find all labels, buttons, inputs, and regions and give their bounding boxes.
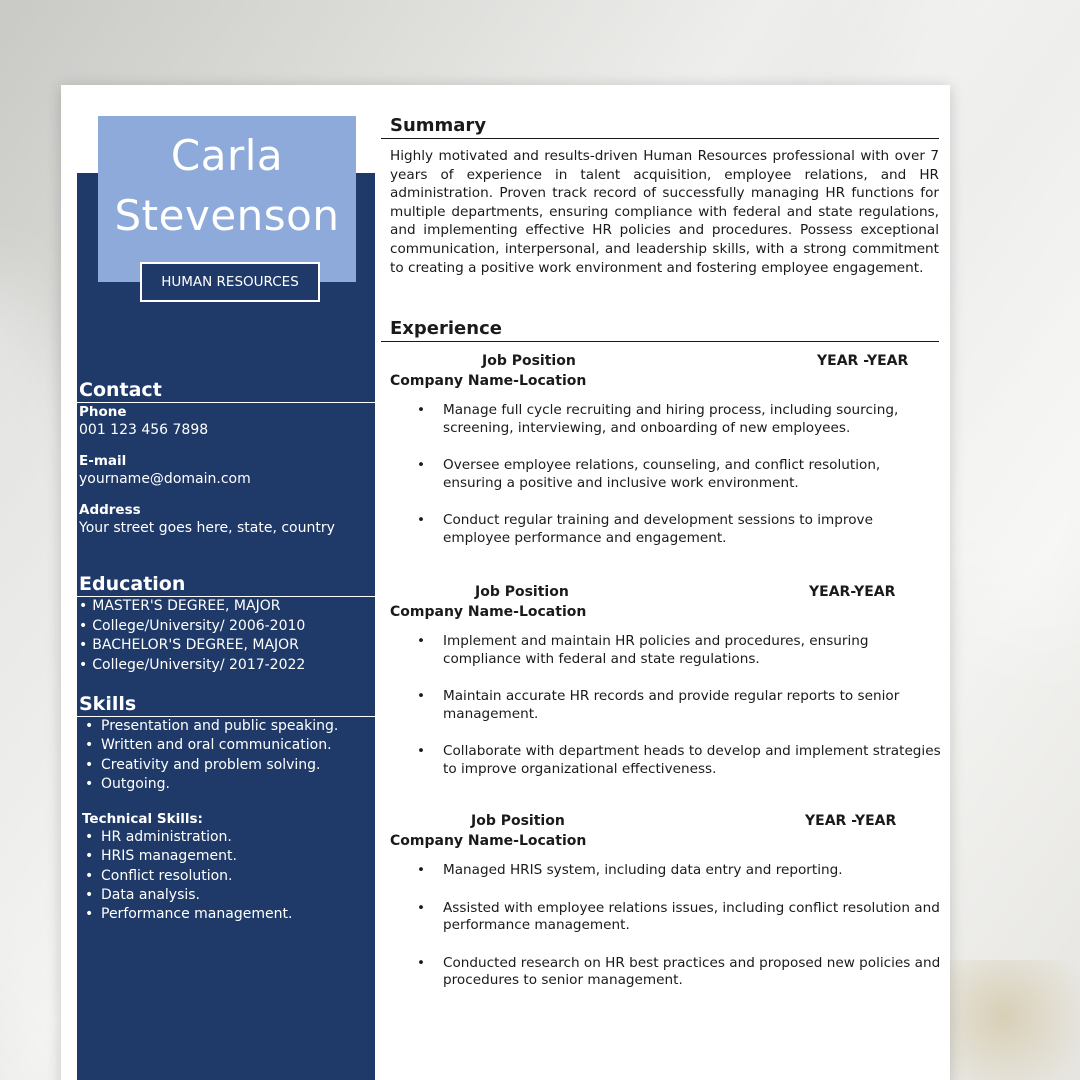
job-bullet: • Conduct regular training and development sessions to improve employee performance and engagement. xyxy=(381,512,941,547)
email-label: E-mail xyxy=(79,453,127,469)
name-box xyxy=(98,116,356,282)
skill-item: • Creativity and problem solving. xyxy=(85,756,375,775)
skill-item: • Outgoing. xyxy=(85,775,375,794)
technical-skill-item: • Conflict resolution. xyxy=(85,867,375,886)
education-item: • MASTER'S DEGREE, MAJOR xyxy=(79,597,375,617)
job-bullet: • Collaborate with department heads to develop and implement strategies to improve organizational effectiveness. xyxy=(381,743,941,778)
technical-skill-item: • HR administration. xyxy=(85,828,375,847)
education-section xyxy=(77,573,375,675)
job-years: YEAR-YEAR xyxy=(809,584,896,600)
experience-heading: Experience xyxy=(381,318,939,342)
address-label: Address xyxy=(79,502,141,518)
job-title-badge: HUMAN RESOURCES xyxy=(140,262,320,302)
resume-page xyxy=(61,85,950,1080)
technical-skills-list xyxy=(77,828,375,924)
skill-item: • Written and oral communication. xyxy=(85,736,375,755)
job-years: YEAR -YEAR xyxy=(817,353,909,369)
summary-section xyxy=(381,115,939,277)
job-years: YEAR -YEAR xyxy=(805,813,897,829)
name-first: Carla xyxy=(170,131,284,180)
education-item: • College/University/ 2017-2022 xyxy=(79,656,375,676)
education-heading: Education xyxy=(77,573,375,597)
email-value: yourname@domain.com xyxy=(79,471,251,487)
job-bullet: • Managed HRIS system, including data entry and reporting. xyxy=(381,862,941,880)
job-position: Job Position xyxy=(482,353,576,369)
contact-section xyxy=(77,379,375,538)
technical-skills-heading: Technical Skills: xyxy=(82,811,203,828)
contact-heading: Contact xyxy=(77,379,375,403)
job-bullet: • Oversee employee relations, counseling, and conflict resolution, ensuring a positive and inclusive work environment. xyxy=(381,457,941,492)
job-position: Job Position xyxy=(475,584,569,600)
job-bullet: • Assisted with employee relations issues, including conflict resolution and performance management. xyxy=(381,900,941,935)
job-company: Company Name-Location xyxy=(390,833,587,849)
job-bullet: • Implement and maintain HR policies and procedures, ensuring compliance with federal and state regulations. xyxy=(381,633,941,668)
job-position: Job Position xyxy=(471,813,565,829)
summary-heading: Summary xyxy=(381,115,939,139)
job-entry xyxy=(381,584,941,798)
job-entry xyxy=(381,353,941,567)
skills-heading: Skills xyxy=(77,693,375,717)
phone-value: 001 123 456 7898 xyxy=(79,422,209,438)
job-bullet: • Maintain accurate HR records and provide regular reports to senior management. xyxy=(381,688,941,723)
technical-skill-item: • Performance management. xyxy=(85,905,375,924)
skills-section xyxy=(77,693,375,925)
job-entry xyxy=(381,813,941,1010)
background-decor xyxy=(940,960,1080,1080)
job-company: Company Name-Location xyxy=(390,604,587,620)
job-bullet: • Manage full cycle recruiting and hiring process, including sourcing, screening, interviewing, and onboarding of new employees. xyxy=(381,402,941,437)
education-item: • BACHELOR'S DEGREE, MAJOR xyxy=(79,636,375,656)
technical-skill-item: • HRIS management. xyxy=(85,847,375,866)
experience-section xyxy=(381,318,939,342)
job-bullets xyxy=(381,862,941,990)
job-bullet: • Conducted research on HR best practices and proposed new policies and procedures to senior management. xyxy=(381,955,941,990)
job-bullets xyxy=(381,402,941,547)
education-list xyxy=(77,597,375,675)
skills-list xyxy=(77,717,375,794)
job-company: Company Name-Location xyxy=(390,373,587,389)
job-bullets xyxy=(381,633,941,778)
skill-item: • Presentation and public speaking. xyxy=(85,717,375,736)
education-item: • College/University/ 2006-2010 xyxy=(79,617,375,637)
summary-text: Highly motivated and results-driven Human Resources professional with over 7 years of experience in talent acquisition, employee relations, and HR administration. Proven track record of successfully managing HR functions for multiple departments, ensuring compliance with federal and state regulations, and implementing effective HR policies and procedures. Possess exceptional communication, interpersonal, and leadership skills, with a strong commitment to creating a positive work environment and fostering employee engagement. xyxy=(390,148,939,276)
technical-skill-item: • Data analysis. xyxy=(85,886,375,905)
name-last: Stevenson xyxy=(114,191,340,240)
address-value: Your street goes here, state, country xyxy=(79,520,335,536)
phone-label: Phone xyxy=(79,404,127,420)
